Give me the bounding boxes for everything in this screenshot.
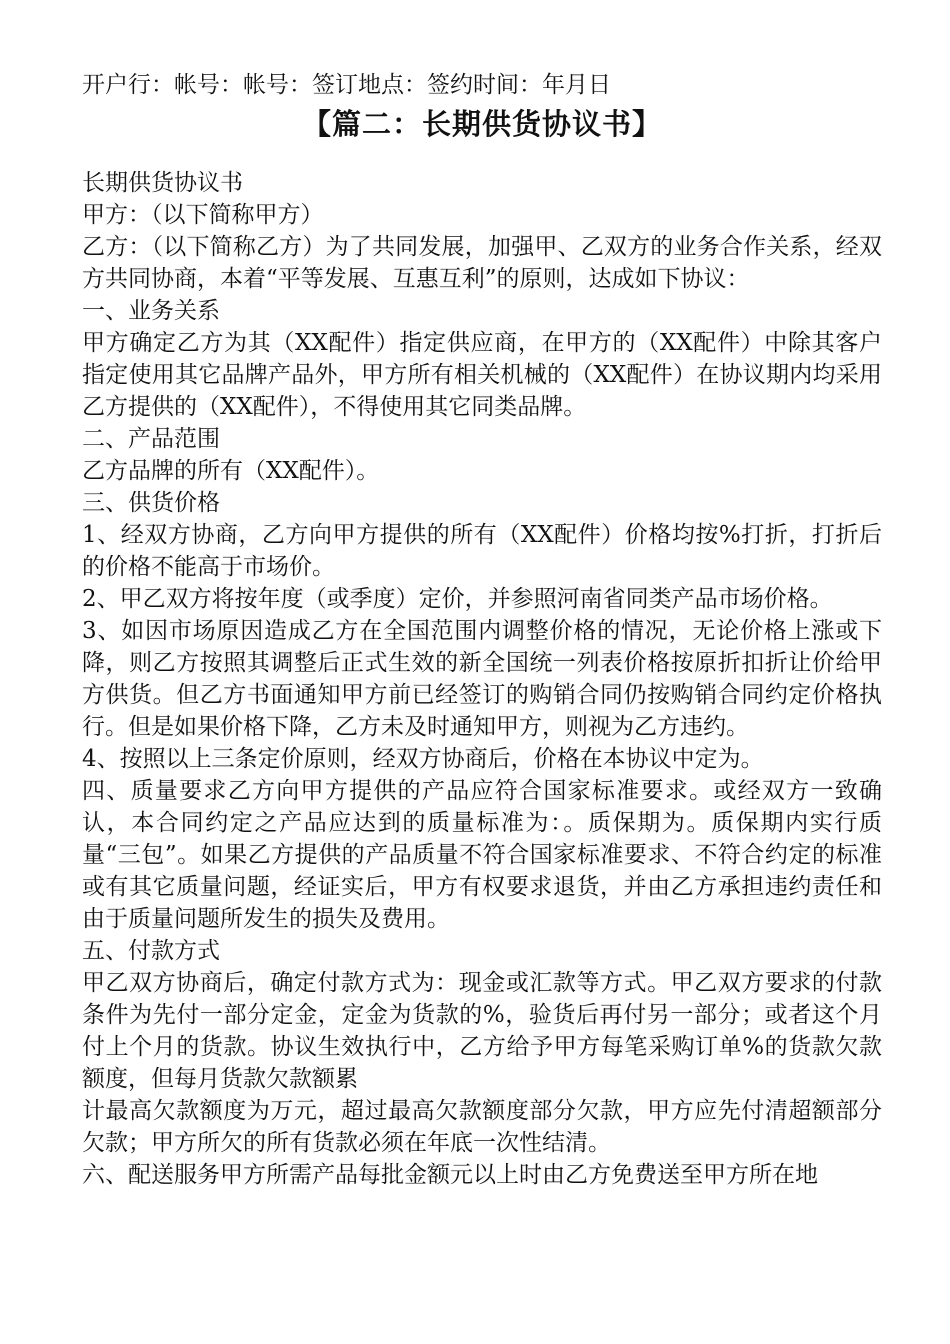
business-relation-paragraph: 甲方确定乙方为其（XX配件）指定供应商，在甲方的（XX配件）中除其客户指定使用其它品牌产品外，甲方所有相关机械的（XX配件）在协议期内均采用乙方提供的（XX配件），不得使用其它同类品牌。 (82, 330, 882, 420)
document-page (82, 70, 882, 1191)
header-line: 开户行：帐号：帐号：签订地点：签约时间：年月日 (82, 72, 611, 98)
section-title: 【篇二：长期供货协议书】 (301, 107, 662, 141)
doc-title-line: 长期供货协议书 (82, 170, 243, 196)
price-clause-2: 2、甲乙双方将按年度（或季度）定价，并参照河南省同类产品市场价格。 (82, 586, 833, 612)
quality-requirements-paragraph: 四、质量要求乙方向甲方提供的产品应符合国家标准要求。或经双方一致确认，本合同约定之产品应达到的质量标准为：。质保期为。质保期内实行质量“三包”。如果乙方提供的产品质量不符合国家标准要求、不符合约定的标准或有其它质量问题，经证实后，甲方有权要求退货，并由乙方承担违约责任和由于质量问题所发生的损失及费用。 (82, 778, 882, 932)
party-b-paragraph: 乙方：（以下简称乙方）为了共同发展，加强甲、乙双方的业务合作关系，经双方共同协商，本着“平等发展、互惠互利”的原则，达成如下协议： (82, 234, 882, 292)
heading-business-relation: 一、业务关系 (82, 298, 220, 324)
heading-payment-method: 五、付款方式 (82, 938, 220, 964)
party-a-line: 甲方：（以下简称甲方） (82, 202, 324, 228)
price-clause-4: 4、按照以上三条定价原则，经双方协商后，价格在本协议中定为。 (82, 746, 764, 772)
price-clause-1: 1、经双方协商，乙方向甲方提供的所有（XX配件）价格均按%打折，打折后的价格不能高于市场价。 (82, 522, 882, 580)
product-scope-paragraph: 乙方品牌的所有（XX配件）。 (82, 458, 380, 484)
price-clause-3: 3、如因市场原因造成乙方在全国范围内调整价格的情况，无论价格上涨或下降，则乙方按照其调整后正式生效的新全国统一列表价格按原折扣折让价给甲方供货。但乙方书面通知甲方前已经签订的购销合同仍按购销合同约定价格执行。但是如果价格下降，乙方未及时通知甲方，则视为乙方违约。 (82, 618, 882, 740)
heading-supply-price: 三、供货价格 (82, 490, 220, 516)
payment-method-paragraph: 甲乙双方协商后，确定付款方式为：现金或汇款等方式。甲乙双方要求的付款条件为先付一部分定金，定金为货款的%，验货后再付另一部分；或者这个月付上个月的货款。协议生效执行中，乙方给予甲方每笔采购订单%的货款欠款额度，但每月货款欠款额累 (82, 970, 882, 1092)
heading-product-scope: 二、产品范围 (82, 426, 220, 452)
payment-limit-paragraph: 计最高欠款额度为万元，超过最高欠款额度部分欠款，甲方应先付清超额部分欠款；甲方所欠的所有货款必须在年底一次性结清。 (82, 1098, 882, 1156)
delivery-service-paragraph: 六、配送服务甲方所需产品每批金额元以上时由乙方免费送至甲方所在地 (82, 1162, 818, 1188)
